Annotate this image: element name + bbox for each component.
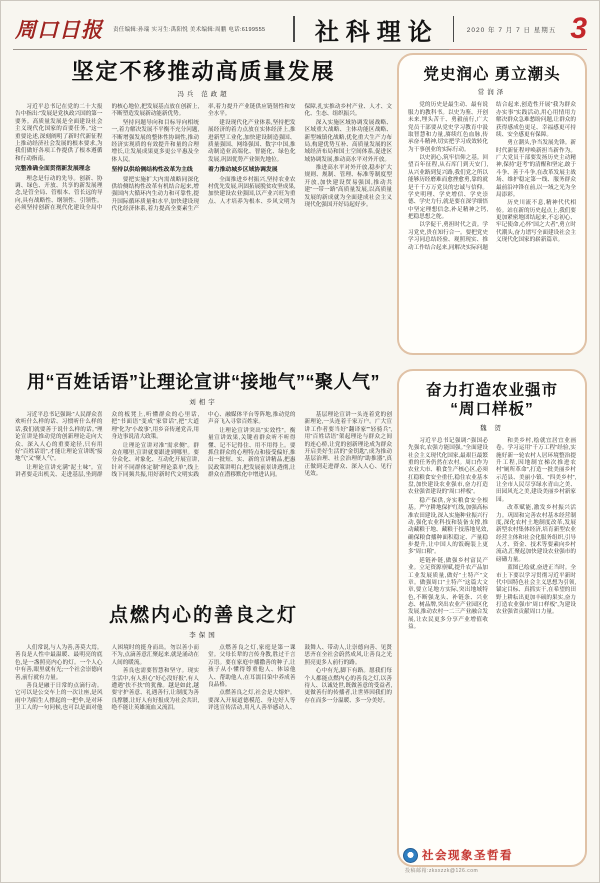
body-paragraph: 改革赋能,激发乡村振兴活力。巩固和完善农村基本经营制度,深化农村土地制度改革,发展新型农村集体经济,培育新型农业经营主体和社会化服务组织,引导人才、资金、技术等要素向乡村流动,汇聚起加快建设农业强市的磅礴力量。 [496,505,576,563]
article-kindness-essay [15,600,392,853]
body-subhead: 着力推动城乡区域协调发展 [208,167,278,173]
body-subhead: 坚持以供给侧结构性改革为主线 [111,167,193,173]
article-body [15,412,392,588]
media-stamp [403,847,513,863]
body-paragraph: 以史润心,筑牢信仰之基。回望百年征程,从石库门到天安门,从兴业路到复兴路,我们党之所以能够历经磨难而愈挫愈勇,靠的就是千千万万党员的忠诚与信仰。学史明理、学史增信、学史崇德、学史力行,就是要在深学细悟中坚定理想信念,补足精神之钙,把稳思想之舵。 [408,155,488,220]
body-subhead: 完整准确全面贯彻新发展理念 [15,166,91,172]
body-paragraph: 让理论宣讲对准“需求侧”。群众在哪里,宣讲就要跟进到哪里。要分众化、对象化、互动化开展宣讲,针对不同群体定制“理论菜单”,线上线下同频共振,用好新时代文明实践中心、融媒体平台等阵地,推动党的声音飞入寻常百姓家。 [111,412,296,478]
body-paragraph: 基层理论宣讲一头连着党的创新理论,一头连着千家万户。广大宣讲工作者要当好“翻译家”“轻骑兵”,用“百姓话语”架起理论与群众之间的连心桥,让党的创新理论成为群众开启美好生活的“金钥匙”,成为推动基层治理、社会治理的“助推器”,真正做到走进群众、深入人心、见行见效。 [304,412,392,477]
article-title: 用“百姓话语”让理论宣讲“接地气”“聚人气” [27,372,380,392]
article-title [408,381,576,420]
body-paragraph: 人们常说,与人为善,善莫大焉。善良是人性中最温暖、最明亮的底色,是一盏照亮内心的灯。一个人心中有善,眼里就有光;一个社会崇德向善,前行就有力量。 [15,645,103,681]
body-paragraph: 理念是行动的先导。创新、协调、绿色、开放、共享的新发展理念,是管全局、管根本、管长远的导向,具有战略性、纲领性、引领性。必须坚持创新在现代化建设全局中的核心地位,把发展基点放在创新上,不断塑造发展新动能新优势。 [15,104,199,212]
article-party-history-box [397,53,587,355]
body-paragraph: 和美乡村,绘就宜居宜业画卷。学习运用“千万工程”经验,实施好新一轮农村人居环境整治提升工程,因地制宜梯次推进农村“厕所革命”,打造一批美丽乡村示范县、美丽小镇、“四美乡村”,让全市人民尽享绿水青山之美、田园风光之美,建设美丽乡村新家园。 [496,437,576,503]
article-body [408,438,576,846]
header-rule-red [449,49,587,50]
title-line-2: “周口样板” [450,401,534,419]
section-title-block [293,12,454,47]
body-paragraph: 建设现代化产业体系,坚持把发展经济的着力点放在实体经济上,推进新型工业化,加快建设制造强国、质量强国、网络强国、数字中国,推动制造业高端化、智能化、绿色化发展,巩固优势产业领先地位。 [208,119,296,163]
divider-bar-right [453,16,455,42]
header-right [467,14,587,44]
article-authors: 冯兵 范政超 [177,91,230,98]
left-column [15,55,392,853]
section-title: 社科理论 [314,18,439,46]
body-paragraph: 让理论宣讲充满“泥土味”。宣讲者要走出机关、走进基层,坐到群众的板凳上,听懂群众的心里话,把“书面语”变成“家常话”,把“大道理”化为“小故事”,用乡音传递党音,用身边事说清大政策。 [15,412,199,478]
page-date: 2020 年 7 月 7 日 星期五 [466,26,557,34]
body-paragraph: 坚持问题导向和目标导向相统一,着力解决发展不平衡不充分问题,不断增强发展的整体性协调性,推动经济实现质的有效提升和量的合理增长,让发展成果更多更公平惠及全体人民。 [111,119,199,163]
article-theory-propaganda [15,368,392,588]
body-paragraph: 党的历史是最生动、最有说服力的教科书。以史为鉴、开创未来,埋头苦干、勇毅前行,广大党员干部要从党史学习教育中汲取智慧和力量,赓续红色血脉,传承奋斗精神,切实把学习成效转化为干事创业的实际行动。 [408,102,488,153]
article-author: 李保国 [189,632,218,639]
article-author: 魏 贺 [480,424,504,432]
article-body [15,645,392,853]
body-paragraph: 推进高水平对外开放,稳步扩大规则、规制、管理、标准等制度型开放,加快建设贸易强国,推动共建“一带一路”高质量发展,以高质量发展的新成就为全面建成社会主义现代化强国开好局起好步。 [304,165,392,208]
page-number: 3 [570,12,587,45]
body-paragraph: 蓝图已绘就,奋进正当时。全市上下要以学习贯彻习近平新时代中国特色社会主义思想为引领,锚定目标、真抓实干,在希望的田野上耕耘出更加丰硕的果实,奋力打造农业强市“周口样板”,为建设农业强省贡献周口力量。 [496,565,576,616]
newspaper-logo: 周口日报 [15,17,103,42]
body-paragraph: 点燃善良之灯,社会是大熔炉。要深入开展道德模范、身边好人等评选宣传活动,用凡人善举感动人、鼓舞人、带动人,让崇德向善、见贤思齐在全社会蔚然成风,让善良之光照亮更多人前行的路。 [208,645,392,711]
body-paragraph: 习近平总书记在党的二十大报告中指出:“发展是党执政兴国的第一要务。高质量发展是全面建设社会主义现代化国家的首要任务。”这一重要论述,深刻阐明了新时代新征程上推动经济社会发展的根本要求,为我们做好各项工作提供了根本遵循和行动指南。 [15,104,103,162]
body-paragraph: 深入实施区域协调发展战略、区域重大战略、主体功能区战略、新型城镇化战略,优化重大生产力布局,构建优势互补、高质量发展的区域经济布局和国土空间体系,促进区域协调发展,推动高水平对外开放。 [304,119,392,163]
article-title: 党史润心 勇立潮头 [423,66,561,83]
blue-seal-icon [403,848,418,863]
body-paragraph: 稳产保供,夯实粮食安全根基。严守耕地保护红线,加强高标准农田建设,深入实施种业振兴行动,强化农业科技和装备支撑,推动藏粮于地、藏粮于技落地见效,确保粮食播种面积稳定、产量稳步提升,让中国人的饭碗装上更多“周口粮”。 [408,497,488,556]
body-paragraph: 善良也需要智慧和坚守。现实生活中,有人担心“好心没好报”,有人遭遇“扶不扶”的犹豫。越是如此,越要守护善意、礼遇善行,让制度为善良撑腰,让好人有好报成为社会共识,绝不能让英雄流血又流泪。 [111,668,199,711]
body-paragraph: 点燃善良之灯,家庭是第一课堂。父母长辈的言传身教,胜过千言万语。要在家庭中播撒善的种子,让孩子从小懂得尊重他人、体谅他人、帮助他人,在耳濡目染中养成善良品格。 [208,645,296,688]
divider-bar-left [293,16,295,42]
page-header [15,11,587,47]
article-title: 点燃内心的善良之灯 [108,605,298,626]
article-body [15,104,392,354]
article-quality-development [15,55,392,354]
article-author: 刘相宇 [189,399,218,406]
body-paragraph: 习近平总书记强调:“人民群众喜欢听什么样的话、习惯听什么样的话,我们就要善于说什么样的话。”理论宣讲是推动党的创新理论走向大众、深入人心的重要途径,只有用好“百姓话语”,才能让理论宣讲既“接地气”又“聚人气”。 [15,412,103,463]
article-title: 坚定不移推动高质量发展 [71,59,336,84]
body-paragraph: 以学促干,勇担时代之责。学习党史,贵在知行合一。要把党史学习同总结经验、观照现实、推动工作结合起来,同解决实际问题结合起来,创造性开展“我为群众办实事”实践活动,用心用情用力解决群众急难愁盼问题,让群众的获得感成色更足、幸福感更可持续、安全感更有保障。 [408,102,576,251]
masthead-staff-info: 责任编辑:孙瑞 实习生:禹阳悦 美术编辑:周鹏 电话:6199555 [113,27,266,33]
body-paragraph: 要把实施扩大内需战略同深化供给侧结构性改革有机结合起来,增强国内大循环内生动力和可靠性,提升国际循环质量和水平,加快建设现代化经济体系,着力提高全要素生产率,着力提升产业链供应链韧性和安全水平。 [111,104,296,213]
right-column [397,53,587,867]
body-paragraph: 让理论宣讲突出“实效性”。衡量宣讲效果,关键看群众听不听得懂、记不记得住、用不用得上。要抓住群众的心理特点和接受偏好,推出一批短、实、新的宣讲精品,把惠民政策讲明白,把发展前景讲透彻,让群众在潜移默化中增进认同。 [208,427,296,478]
title-line-1: 奋力打造农业强市 [425,382,558,399]
article-agriculture-box [397,369,587,867]
body-paragraph: 延链补链,做强乡村富民产业。立足资源禀赋,提升农产品加工业发展质量,做好“土特产”文章。做强周口“土特产”这篇大文章,要立足地方实际,突出地域特色,不断强龙头、补链条、兴业态、树品牌,突出农业产业园区化发展,推动农村一二三产业融合发展,让农民更多分享产业增值收益。 [408,557,488,631]
header-rule-gray [13,49,449,50]
body-paragraph: 善良是融于日常的点滴行动。它可以是公交车上的一次让座,是风雨中为陌生人撑起的一把伞,是对环卫工人的一句问候,也可以是面对他人困境时的挺身而出。勿以善小而不为,点滴善意汇聚起来,就是涌动在人间的暖流。 [15,645,199,711]
body-paragraph: 全面推进乡村振兴,坚持农业农村优先发展,巩固拓展脱贫攻坚成果,加快建设农业强国,以产业兴旺为重点、人才培养为根本、乡风文明为保障,扎实推动乡村产业、人才、文化、生态、组织振兴。 [208,104,392,205]
body-paragraph: 习近平总书记强调:“强国必先强农,农强方能国强。”全面建设社会主义现代化国家,最艰巨最繁重的任务仍然在农村。周口作为农业大市、粮食生产核心区,必须扛稳粮食安全重任,稳住农业基本盘,加快建设农业强市,奋力打造农业强省建设的“周口样板”。 [408,437,488,496]
article-body [408,102,576,342]
body-paragraph: 勇立潮头,争当发展先锋。新时代新征程呼唤新担当新作为。广大党员干部要发扬历史主动精神,保持“赶考”的清醒和坚定,敢于斗争、善于斗争,在改革发展主战场、维护稳定第一线、服务群众最前沿冲锋在前,以一域之光为全局添彩。 [496,140,576,198]
body-paragraph: 心中有光,脚下有路。愿我们每个人都能点燃内心的善良之灯,以善待人、以诚处世,既做善意的受益者,更做善行的传播者,让世界因我们的存在而多一分温暖、多一分美好。 [304,668,392,704]
header-rule [13,49,587,50]
media-stamp-contact: 投稿邮箱:zksxzzk@126.com [405,868,479,874]
media-stamp-name: 社会现象圣哲看 [422,850,513,862]
article-author: 常润泽 [477,89,507,97]
body-paragraph: 历史川流不息,精神代代相传。站在新的历史起点上,我们要更加紧密地团结起来,不忘初心、牢记使命,心怀“国之大者”,勇立时代潮头,奋力谱写全面建设社会主义现代化国家的崭新篇章。 [496,200,576,244]
